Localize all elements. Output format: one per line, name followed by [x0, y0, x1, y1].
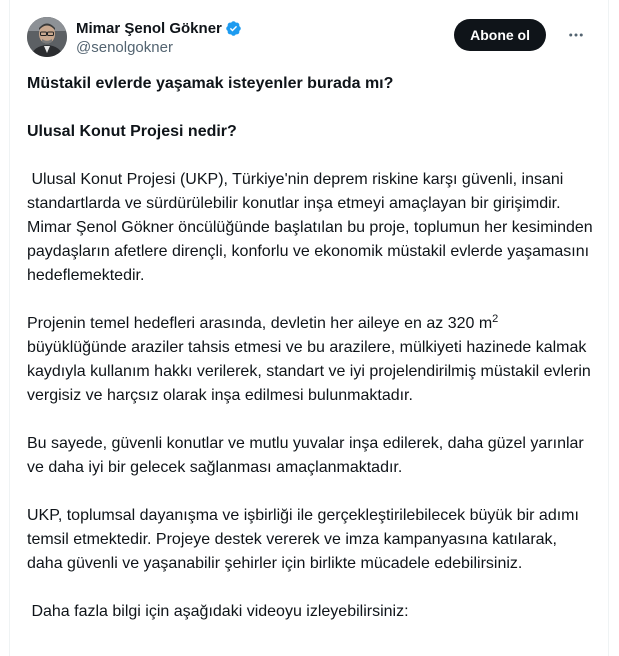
tweet-paragraph-call-to-action: UKP, toplumsal dayanışma ve işbirliği ile gerçekleştirilebilecek büyük bir adımı temsil etmektedir. Projeye destek vererek ve imza kampanyasına katılarak, daha güvenli ve yaşanabilir şehirler için birlikte mücadele edebilirsiniz.	[27, 507, 584, 572]
handle[interactable]: @senolgokner	[76, 39, 173, 56]
goals-text-start: Projenin temel hedefleri arasında, devletin her aileye en az 320 m	[27, 315, 493, 332]
avatar-portrait-icon	[27, 17, 67, 57]
verified-badge-icon[interactable]	[225, 20, 242, 37]
tweet-paragraph-outcome: Bu sayede, güvenli konutlar ve mutlu yuvalar inşa edilerek, daha güzel yarınlar ve daha iyi bir gelecek sağlanması amaçlanmaktadır.	[27, 435, 589, 476]
avatar[interactable]	[27, 17, 67, 57]
tweet-paragraph-intro: Ulusal Konut Projesi (UKP), Türkiye'nin deprem riskine karşı güvenli, insani standartlarda ve sürdürülebilir konutlar inşa etmeyi amaçlayan bir girişimdir. Mimar Şenol Gökner öncülüğünde başlatılan bu proje, toplumun her kesiminden paydaşların afetlere dirençli, konforlu ve ekonomik müstakil evlerde yaşamasını hedeflemektedir.	[27, 171, 598, 284]
superscript-two: 2	[492, 313, 499, 325]
tweet-paragraph-video: Daha fazla bilgi için aşağıdaki videoyu izleyebilirsiniz:	[27, 603, 409, 620]
tweet-card	[9, 0, 609, 656]
display-name[interactable]: Mimar Şenol Gökner	[76, 19, 222, 37]
tweet-paragraph-goals	[27, 312, 595, 408]
tweet-header	[27, 17, 592, 61]
tweet-line-question: Müstakil evlerde yaşamak isteyenler burada mı?	[27, 75, 394, 92]
more-horizontal-icon	[567, 26, 585, 44]
more-options-button[interactable]	[564, 23, 588, 47]
tweet-text	[27, 72, 598, 624]
tweet-line-heading: Ulusal Konut Projesi nedir?	[27, 123, 237, 140]
author-names	[76, 18, 242, 56]
follow-button[interactable]: Abone ol	[454, 19, 546, 51]
goals-text-end: büyüklüğünde araziler tahsis etmesi ve bu arazilere, mülkiyeti hazinede kalmak kaydıyla kullanım hakkı verilerek, standart ve iyi projelendirilmiş müstakil evlerin vergisiz ve harçsız olarak inşa edilmesi bulunmaktadır.	[27, 315, 596, 404]
display-name-row	[76, 18, 242, 38]
